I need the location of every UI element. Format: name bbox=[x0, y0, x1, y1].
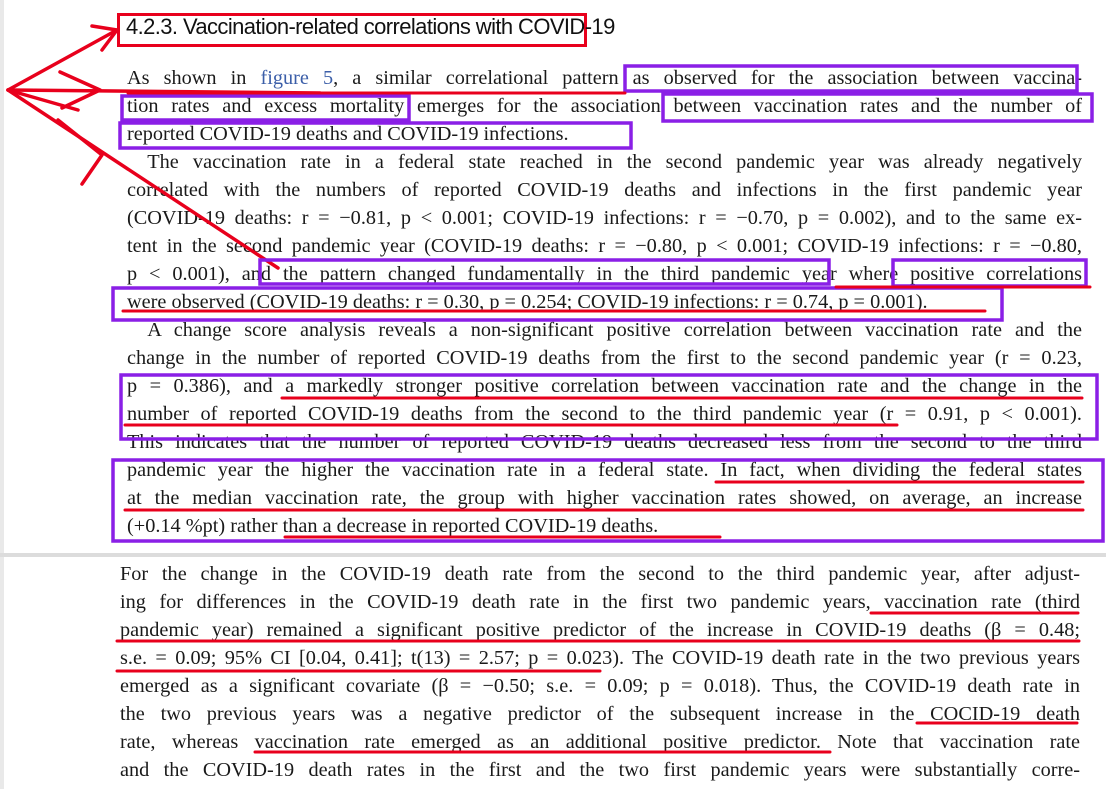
figure-link[interactable]: figure 5 bbox=[260, 67, 334, 89]
text-segment: change in the number of reported COVID-19 deaths from the first to the second pandemic year (r = 0.23, bbox=[127, 347, 1082, 369]
text-segment: number of reported COVID-19 deaths from the second to the third pandemic year (r = 0.91, p < 0.001). bbox=[127, 403, 1082, 425]
purple-box-7 bbox=[113, 288, 1002, 320]
arrow-diagonal bbox=[8, 90, 278, 268]
section-heading: 4.2.3. Vaccination-related correlations with COVID-19 bbox=[126, 14, 615, 39]
purple-boxes bbox=[113, 66, 1103, 541]
arrow-to-heading bbox=[8, 30, 117, 90]
text-segment: tent in the second pandemic year (COVID-19 deaths: r = −0.80, p < 0.001; COVID-19 infections: r = −0.80, bbox=[127, 235, 1082, 257]
purple-box-4 bbox=[120, 123, 631, 148]
purple-box-6 bbox=[893, 260, 1086, 286]
text-segment: The vaccination rate in a federal state reached in the second pandemic year was already negatively bbox=[127, 151, 1082, 173]
purple-box-8 bbox=[121, 375, 1097, 439]
purple-box-1 bbox=[625, 66, 1077, 91]
text-segment: tion rates and excess mortality emerges for the association between vaccination rates and the number of bbox=[127, 95, 1082, 117]
text-segment: ing for differences in the COVID-19 death rate in the first two pandemic years, vaccination rate (third bbox=[120, 591, 1080, 613]
text-segment: For the change in the COVID-19 death rate from the second to the third pandemic year, after adjust- bbox=[120, 563, 1080, 585]
text-segment: reported COVID-19 deaths and COVID-19 infections. bbox=[127, 123, 569, 145]
text-segment: pandemic year) remained a significant positive predictor of the increase in COVID-19 deaths (β = 0.48; bbox=[120, 619, 1080, 641]
text-segment: pandemic year the higher the vaccination rate in a federal state. In fact, when dividing the federal states bbox=[127, 459, 1082, 481]
text-segment: (COVID-19 deaths: r = −0.81, p < 0.001; COVID-19 infections: r = −0.70, p = 0.002), and to the same ex- bbox=[127, 207, 1082, 229]
text-segment: s.e. = 0.09; 95% CI [0.04, 0.41]; t(13) = 2.57; p = 0.023). The COVID-19 death rate in the two previous years bbox=[120, 647, 1080, 669]
text-segment: This indicates that the number of reported COVID-19 deaths decreased less from the second to the third bbox=[127, 431, 1082, 453]
text-segment: p = 0.386), and a markedly stronger positive correlation between vaccination rate and the change in the bbox=[127, 375, 1082, 397]
text-segment: and the COVID-19 death rates in the first and the two first pandemic years were substantially corre- bbox=[120, 759, 1080, 781]
purple-box-9 bbox=[113, 460, 1103, 541]
text-segment: correlated with the numbers of reported COVID-19 deaths and infections in the first pandemic year bbox=[127, 179, 1082, 201]
purple-box-3 bbox=[663, 94, 1092, 121]
red-underlines bbox=[117, 93, 1090, 752]
text-segment: emerged as a significant covariate (β = −0.50; s.e. = 0.09; p = 0.018). Thus, the COVID-19 death rate in bbox=[120, 675, 1080, 697]
text-segment: As shown in bbox=[127, 67, 261, 89]
text-segment: at the median vaccination rate, the group with higher vaccination rates showed, on average, an increase bbox=[127, 487, 1082, 509]
text-segment: (+0.14 %pt) rather than a decrease in reported COVID-19 deaths. bbox=[127, 515, 659, 537]
text-segment: the two previous years was a negative predictor of the subsequent increase in the COCID-19 death bbox=[120, 703, 1080, 725]
text-segment: , a similar correlational pattern as observed for the association between vaccina- bbox=[333, 67, 1082, 89]
text-segment: rate, whereas vaccination rate emerged as an additional positive predictor. Note that vaccination rate bbox=[120, 731, 1080, 753]
text-segment: A change score analysis reveals a non-significant positive correlation between vaccination rate and the bbox=[127, 319, 1082, 341]
text-segment: were observed (COVID-19 deaths: r = 0.30, p = 0.254; COVID-19 infections: r = 0.74, p = 0.001). bbox=[127, 291, 928, 313]
text-segment: p < 0.001), and the pattern changed fundamentally in the third pandemic year where positive correlations bbox=[127, 263, 1082, 285]
purple-box-2 bbox=[122, 96, 409, 120]
purple-box-5 bbox=[260, 260, 829, 284]
